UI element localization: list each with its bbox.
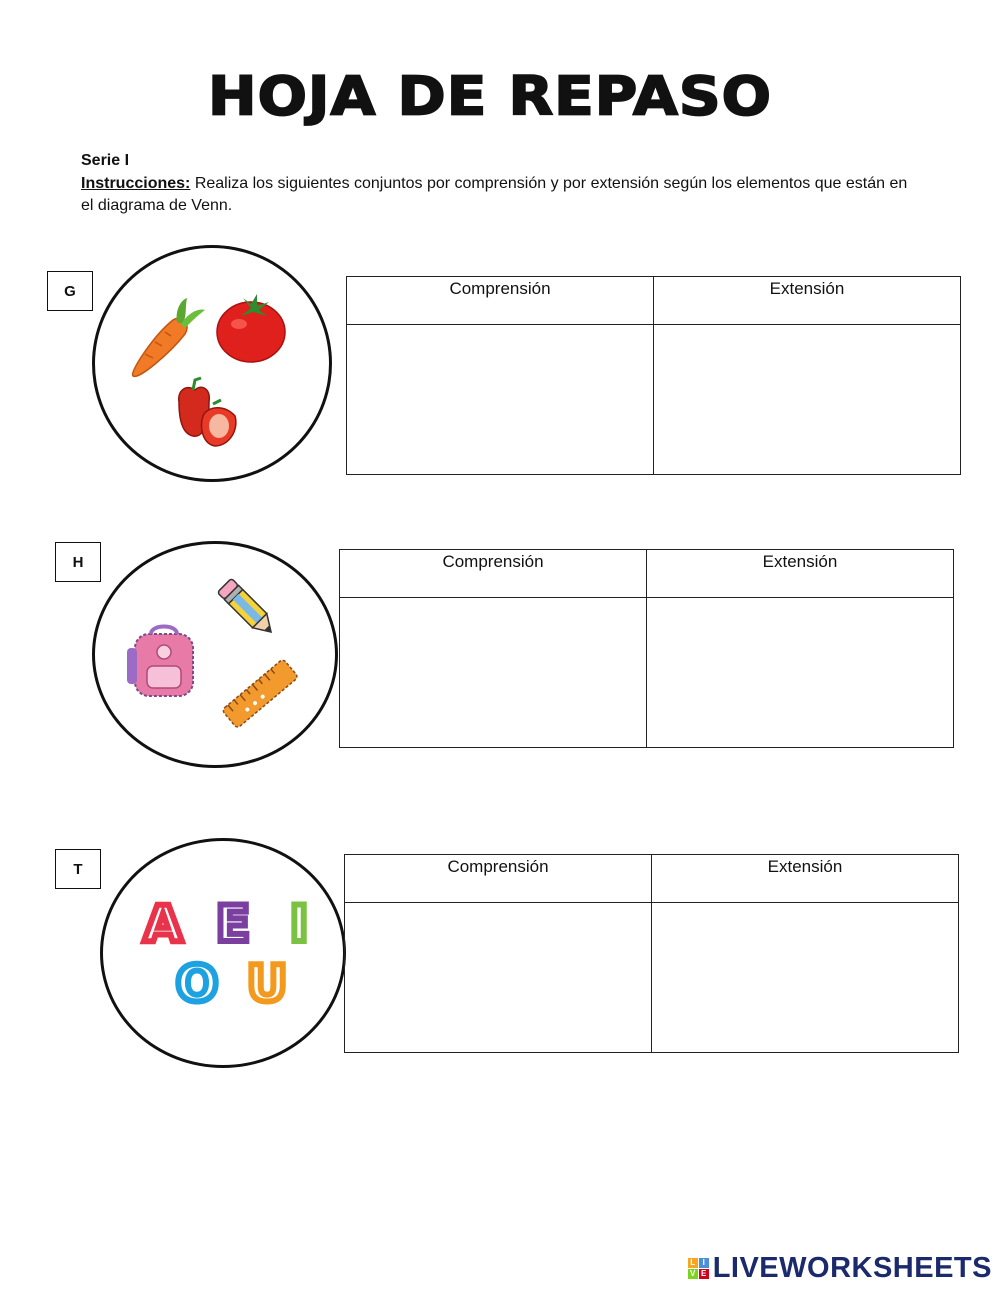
brand-name: LIVEWORKSHEETS xyxy=(712,1252,992,1284)
header-extension: Extensión xyxy=(652,855,959,903)
logo-letter: V xyxy=(688,1269,698,1279)
set-table-t xyxy=(344,854,959,1053)
comprension-answer-cell[interactable] xyxy=(340,598,647,748)
set-table-h xyxy=(339,549,954,748)
vowel-letter: O xyxy=(175,955,219,1013)
extension-answer-cell[interactable] xyxy=(647,598,954,748)
vowels-graphic xyxy=(103,841,343,1065)
header-extension: Extensión xyxy=(654,277,961,325)
vowel-letter: I xyxy=(289,895,309,953)
pencil-icon xyxy=(211,572,283,644)
extension-answer-cell[interactable] xyxy=(654,325,961,475)
header-comprension: Comprensión xyxy=(340,550,647,598)
venn-circle-h xyxy=(92,541,338,768)
backpack-icon xyxy=(125,622,203,702)
page-title: HOJA DE REPASO xyxy=(208,64,772,128)
logo-letter: L xyxy=(688,1258,698,1268)
set-label-t: T xyxy=(55,849,101,889)
instructions-label: Instrucciones: xyxy=(81,175,191,192)
venn-circle-t xyxy=(100,838,346,1068)
header-extension: Extensión xyxy=(647,550,954,598)
ruler-icon xyxy=(215,652,305,738)
carrot-icon xyxy=(125,294,205,384)
red-pepper-icon xyxy=(173,376,245,452)
serie-heading: Serie I xyxy=(81,152,130,169)
set-label-h: H xyxy=(55,542,101,582)
extension-answer-cell[interactable] xyxy=(652,903,959,1053)
set-table-g xyxy=(346,276,961,475)
tomato-icon xyxy=(213,286,289,366)
vowel-letter: E xyxy=(215,895,251,953)
comprension-answer-cell[interactable] xyxy=(345,903,652,1053)
header-comprension: Comprensión xyxy=(347,277,654,325)
comprension-answer-cell[interactable] xyxy=(347,325,654,475)
venn-circle-g xyxy=(92,245,332,482)
vowel-letter: U xyxy=(246,955,288,1013)
set-label-g: G xyxy=(47,271,93,311)
logo-letter: E xyxy=(699,1269,709,1279)
liveworksheets-footer[interactable] xyxy=(688,1252,992,1285)
instructions-text: Realiza los siguientes conjuntos por comprensión y por extensión según los elementos que están en el diagrama de Venn. xyxy=(81,175,908,214)
instructions xyxy=(81,173,921,217)
header-comprension: Comprensión xyxy=(345,855,652,903)
vowel-letter: A xyxy=(143,895,183,953)
liveworksheets-logo-icon xyxy=(688,1258,709,1279)
logo-letter: I xyxy=(699,1258,709,1268)
